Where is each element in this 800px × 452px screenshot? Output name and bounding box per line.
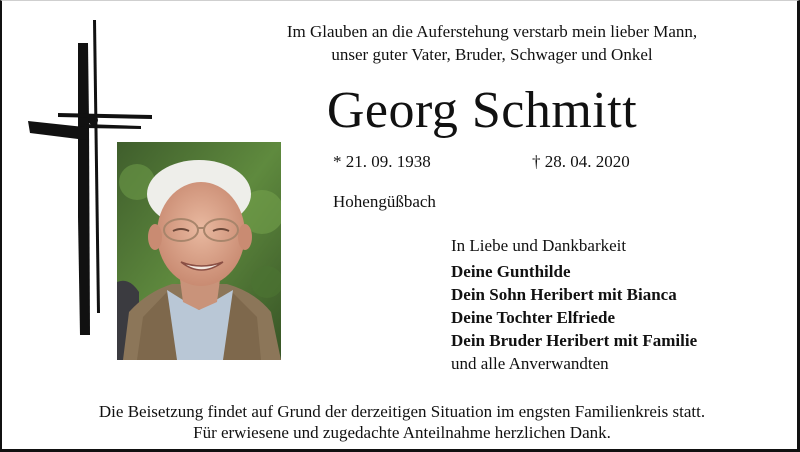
death-date: † 28. 04. 2020: [532, 152, 630, 171]
footer-note: [62, 401, 742, 443]
intro-text: [252, 20, 732, 66]
footer-line-2: Für erwiesene und zugedachte Anteilnahme herzlichen Dank.: [193, 423, 611, 442]
survivor-name: Deine Tochter Elfriede: [451, 308, 615, 327]
footer-line-1: Die Beisetzung findet auf Grund der derzeitigen Situation im engsten Familienkreis statt.: [98, 402, 706, 421]
birth-date: * 21. 09. 1938: [333, 152, 431, 171]
intro-line-1: Im Glauben an die Auferstehung verstarb mein lieber Mann,: [286, 22, 698, 41]
survivors-lead: In Liebe und Dankbarkeit: [451, 236, 627, 255]
intro-line-2: unser guter Vater, Bruder, Schwager und Onkel: [331, 45, 653, 64]
portrait-photo: [117, 142, 281, 360]
survivor-name: Dein Bruder Heribert mit Familie: [451, 331, 698, 350]
deceased-name: Georg Schmitt: [326, 82, 638, 139]
survivors-list: [451, 234, 697, 375]
survivors-closing: und alle Anverwandten: [451, 354, 609, 373]
home-place: Hohengüßbach: [333, 192, 436, 211]
survivor-name: Deine Gunthilde: [451, 262, 571, 281]
survivor-name: Dein Sohn Heribert mit Bianca: [451, 285, 677, 304]
